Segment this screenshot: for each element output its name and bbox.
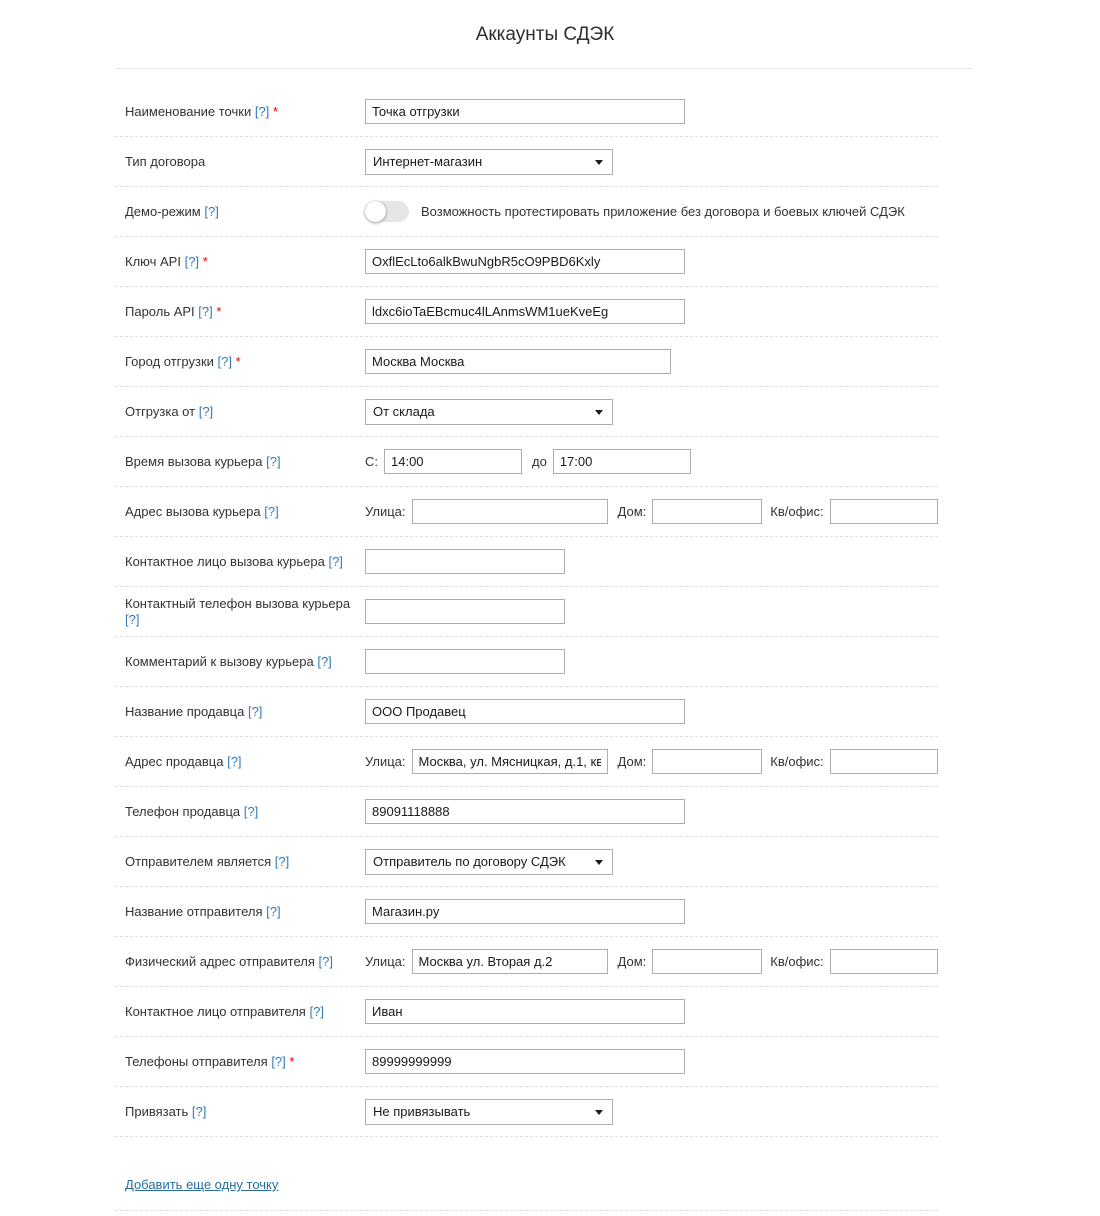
field-label: Физический адрес отправителя <box>125 953 315 969</box>
field-label: Комментарий к вызову курьера <box>125 653 314 669</box>
time-to-label: до <box>532 454 547 469</box>
help-marker[interactable]: [?] <box>184 253 200 269</box>
sender-flat-input[interactable] <box>830 949 938 974</box>
courier-contact-input[interactable] <box>365 549 565 574</box>
field-label: Наименование точки <box>125 103 252 119</box>
house-label: Дом: <box>617 754 647 769</box>
courier-time-to-input[interactable] <box>553 449 691 474</box>
header-divider <box>115 68 973 69</box>
help-marker[interactable]: [?] <box>318 953 333 969</box>
demo-mode-toggle[interactable] <box>365 201 409 222</box>
field-label: Город отгрузки <box>125 353 214 369</box>
house-label: Дом: <box>617 504 647 519</box>
field-label: Контактное лицо отправителя <box>125 1003 306 1019</box>
row-bind-to <box>115 1087 938 1137</box>
field-label: Адрес вызова курьера <box>125 503 261 519</box>
bottom-divider <box>115 1210 938 1211</box>
row-shipment-from <box>115 387 938 437</box>
selected-option: Отправитель по договору СДЭК <box>373 854 566 869</box>
help-marker[interactable]: [?] <box>198 403 214 419</box>
page-title: Аккаунты СДЭК <box>475 24 615 45</box>
row-contract-type <box>115 137 938 187</box>
help-marker[interactable]: [?] <box>254 103 270 119</box>
help-marker[interactable]: [?] <box>274 853 290 869</box>
sender-house-input[interactable] <box>652 949 762 974</box>
field-label: Время вызова курьера <box>125 453 263 469</box>
row-seller-name <box>115 687 938 737</box>
shipment-city-input[interactable] <box>365 349 671 374</box>
row-sender-phones <box>115 1037 938 1087</box>
field-label: Телефон продавца <box>125 803 241 819</box>
street-label: Улица: <box>365 954 406 969</box>
courier-phone-input[interactable] <box>365 599 565 624</box>
chevron-down-icon <box>595 860 603 865</box>
row-api-key <box>115 237 938 287</box>
field-label: Привязать <box>125 1103 189 1119</box>
flat-label: Кв/офис: <box>770 754 824 769</box>
seller-phone-input[interactable] <box>365 799 685 824</box>
sender-contact-input[interactable] <box>365 999 685 1024</box>
row-sender-address <box>115 937 938 987</box>
help-marker[interactable]: [?] <box>317 653 332 669</box>
required-marker: * <box>272 103 278 119</box>
field-label: Отгрузка от <box>125 403 196 419</box>
api-password-input[interactable] <box>365 299 685 324</box>
street-label: Улица: <box>365 754 406 769</box>
house-label: Дом: <box>617 954 647 969</box>
field-label: Адрес продавца <box>125 753 224 769</box>
flat-label: Кв/офис: <box>770 954 824 969</box>
seller-flat-input[interactable] <box>830 749 938 774</box>
courier-house-input[interactable] <box>652 499 762 524</box>
selected-option: От склада <box>373 404 435 419</box>
help-marker[interactable]: [?] <box>266 903 281 919</box>
add-point-link[interactable]: Добавить еще одну точку <box>125 1177 279 1192</box>
sender-name-input[interactable] <box>365 899 685 924</box>
contract-type-select[interactable] <box>365 149 613 175</box>
help-marker[interactable]: [?] <box>227 753 242 769</box>
courier-street-input[interactable] <box>412 499 608 524</box>
help-marker[interactable]: [?] <box>217 353 232 369</box>
row-api-password <box>115 287 938 337</box>
field-label: Название отправителя <box>125 903 263 919</box>
required-marker: * <box>202 253 208 269</box>
courier-comment-input[interactable] <box>365 649 565 674</box>
time-from-label: С: <box>365 454 378 469</box>
chevron-down-icon <box>595 160 603 165</box>
field-label: Ключ API <box>125 253 181 269</box>
form-rows <box>115 87 975 1137</box>
seller-name-input[interactable] <box>365 699 685 724</box>
demo-mode-description: Возможность протестировать приложение без договора и боевых ключей СДЭК <box>421 204 905 219</box>
field-label: Тип договора <box>125 153 206 169</box>
form-footer <box>115 1137 975 1192</box>
selected-option: Не привязывать <box>373 1104 471 1119</box>
row-seller-phone <box>115 787 938 837</box>
field-label: Отправителем является <box>125 853 272 869</box>
point-name-input[interactable] <box>365 99 685 124</box>
row-sender-is <box>115 837 938 887</box>
chevron-down-icon <box>595 410 603 415</box>
help-marker[interactable]: [?] <box>266 453 281 469</box>
field-label: Контактный телефон вызова курьера <box>125 595 351 611</box>
help-marker[interactable]: [?] <box>328 553 343 569</box>
help-marker[interactable]: [?] <box>191 1103 207 1119</box>
row-courier-time <box>115 437 938 487</box>
api-key-input[interactable] <box>365 249 685 274</box>
sender-street-input[interactable] <box>412 949 608 974</box>
flat-label: Кв/офис: <box>770 504 824 519</box>
field-label: Демо-режим <box>125 203 201 219</box>
seller-street-input[interactable] <box>412 749 608 774</box>
courier-flat-input[interactable] <box>830 499 938 524</box>
help-marker[interactable]: [?] <box>125 611 140 627</box>
help-marker[interactable]: [?] <box>204 203 219 219</box>
chevron-down-icon <box>595 1110 603 1115</box>
selected-option: Интернет-магазин <box>373 154 483 169</box>
row-courier-comment <box>115 637 938 687</box>
row-shipment-city <box>115 337 938 387</box>
row-demo-mode <box>115 187 938 237</box>
row-seller-address <box>115 737 938 787</box>
field-label: Контактное лицо вызова курьера <box>125 553 325 569</box>
field-label: Название продавца <box>125 703 245 719</box>
help-marker[interactable]: [?] <box>309 1003 324 1019</box>
help-marker[interactable]: [?] <box>264 503 279 519</box>
help-marker[interactable]: [?] <box>271 1053 286 1069</box>
shipment-from-select[interactable] <box>365 399 613 425</box>
seller-house-input[interactable] <box>652 749 762 774</box>
row-courier-phone <box>115 587 938 637</box>
courier-time-from-input[interactable] <box>384 449 522 474</box>
bind-to-select[interactable] <box>365 1099 613 1125</box>
toggle-knob-icon <box>365 201 386 222</box>
required-marker: * <box>289 1053 295 1069</box>
required-marker: * <box>235 353 241 369</box>
row-sender-contact <box>115 987 938 1037</box>
cdek-accounts-form <box>115 0 975 1211</box>
row-courier-contact <box>115 537 938 587</box>
sender-is-select[interactable] <box>365 849 613 875</box>
required-marker: * <box>216 303 222 319</box>
field-label: Телефоны отправителя <box>125 1053 268 1069</box>
field-label: Пароль API <box>125 303 195 319</box>
help-marker[interactable]: [?] <box>198 303 213 319</box>
street-label: Улица: <box>365 504 406 519</box>
sender-phones-input[interactable] <box>365 1049 685 1074</box>
help-marker[interactable]: [?] <box>243 803 259 819</box>
row-courier-address <box>115 487 938 537</box>
row-sender-name <box>115 887 938 937</box>
row-point-name <box>115 87 938 137</box>
help-marker[interactable]: [?] <box>247 703 263 719</box>
